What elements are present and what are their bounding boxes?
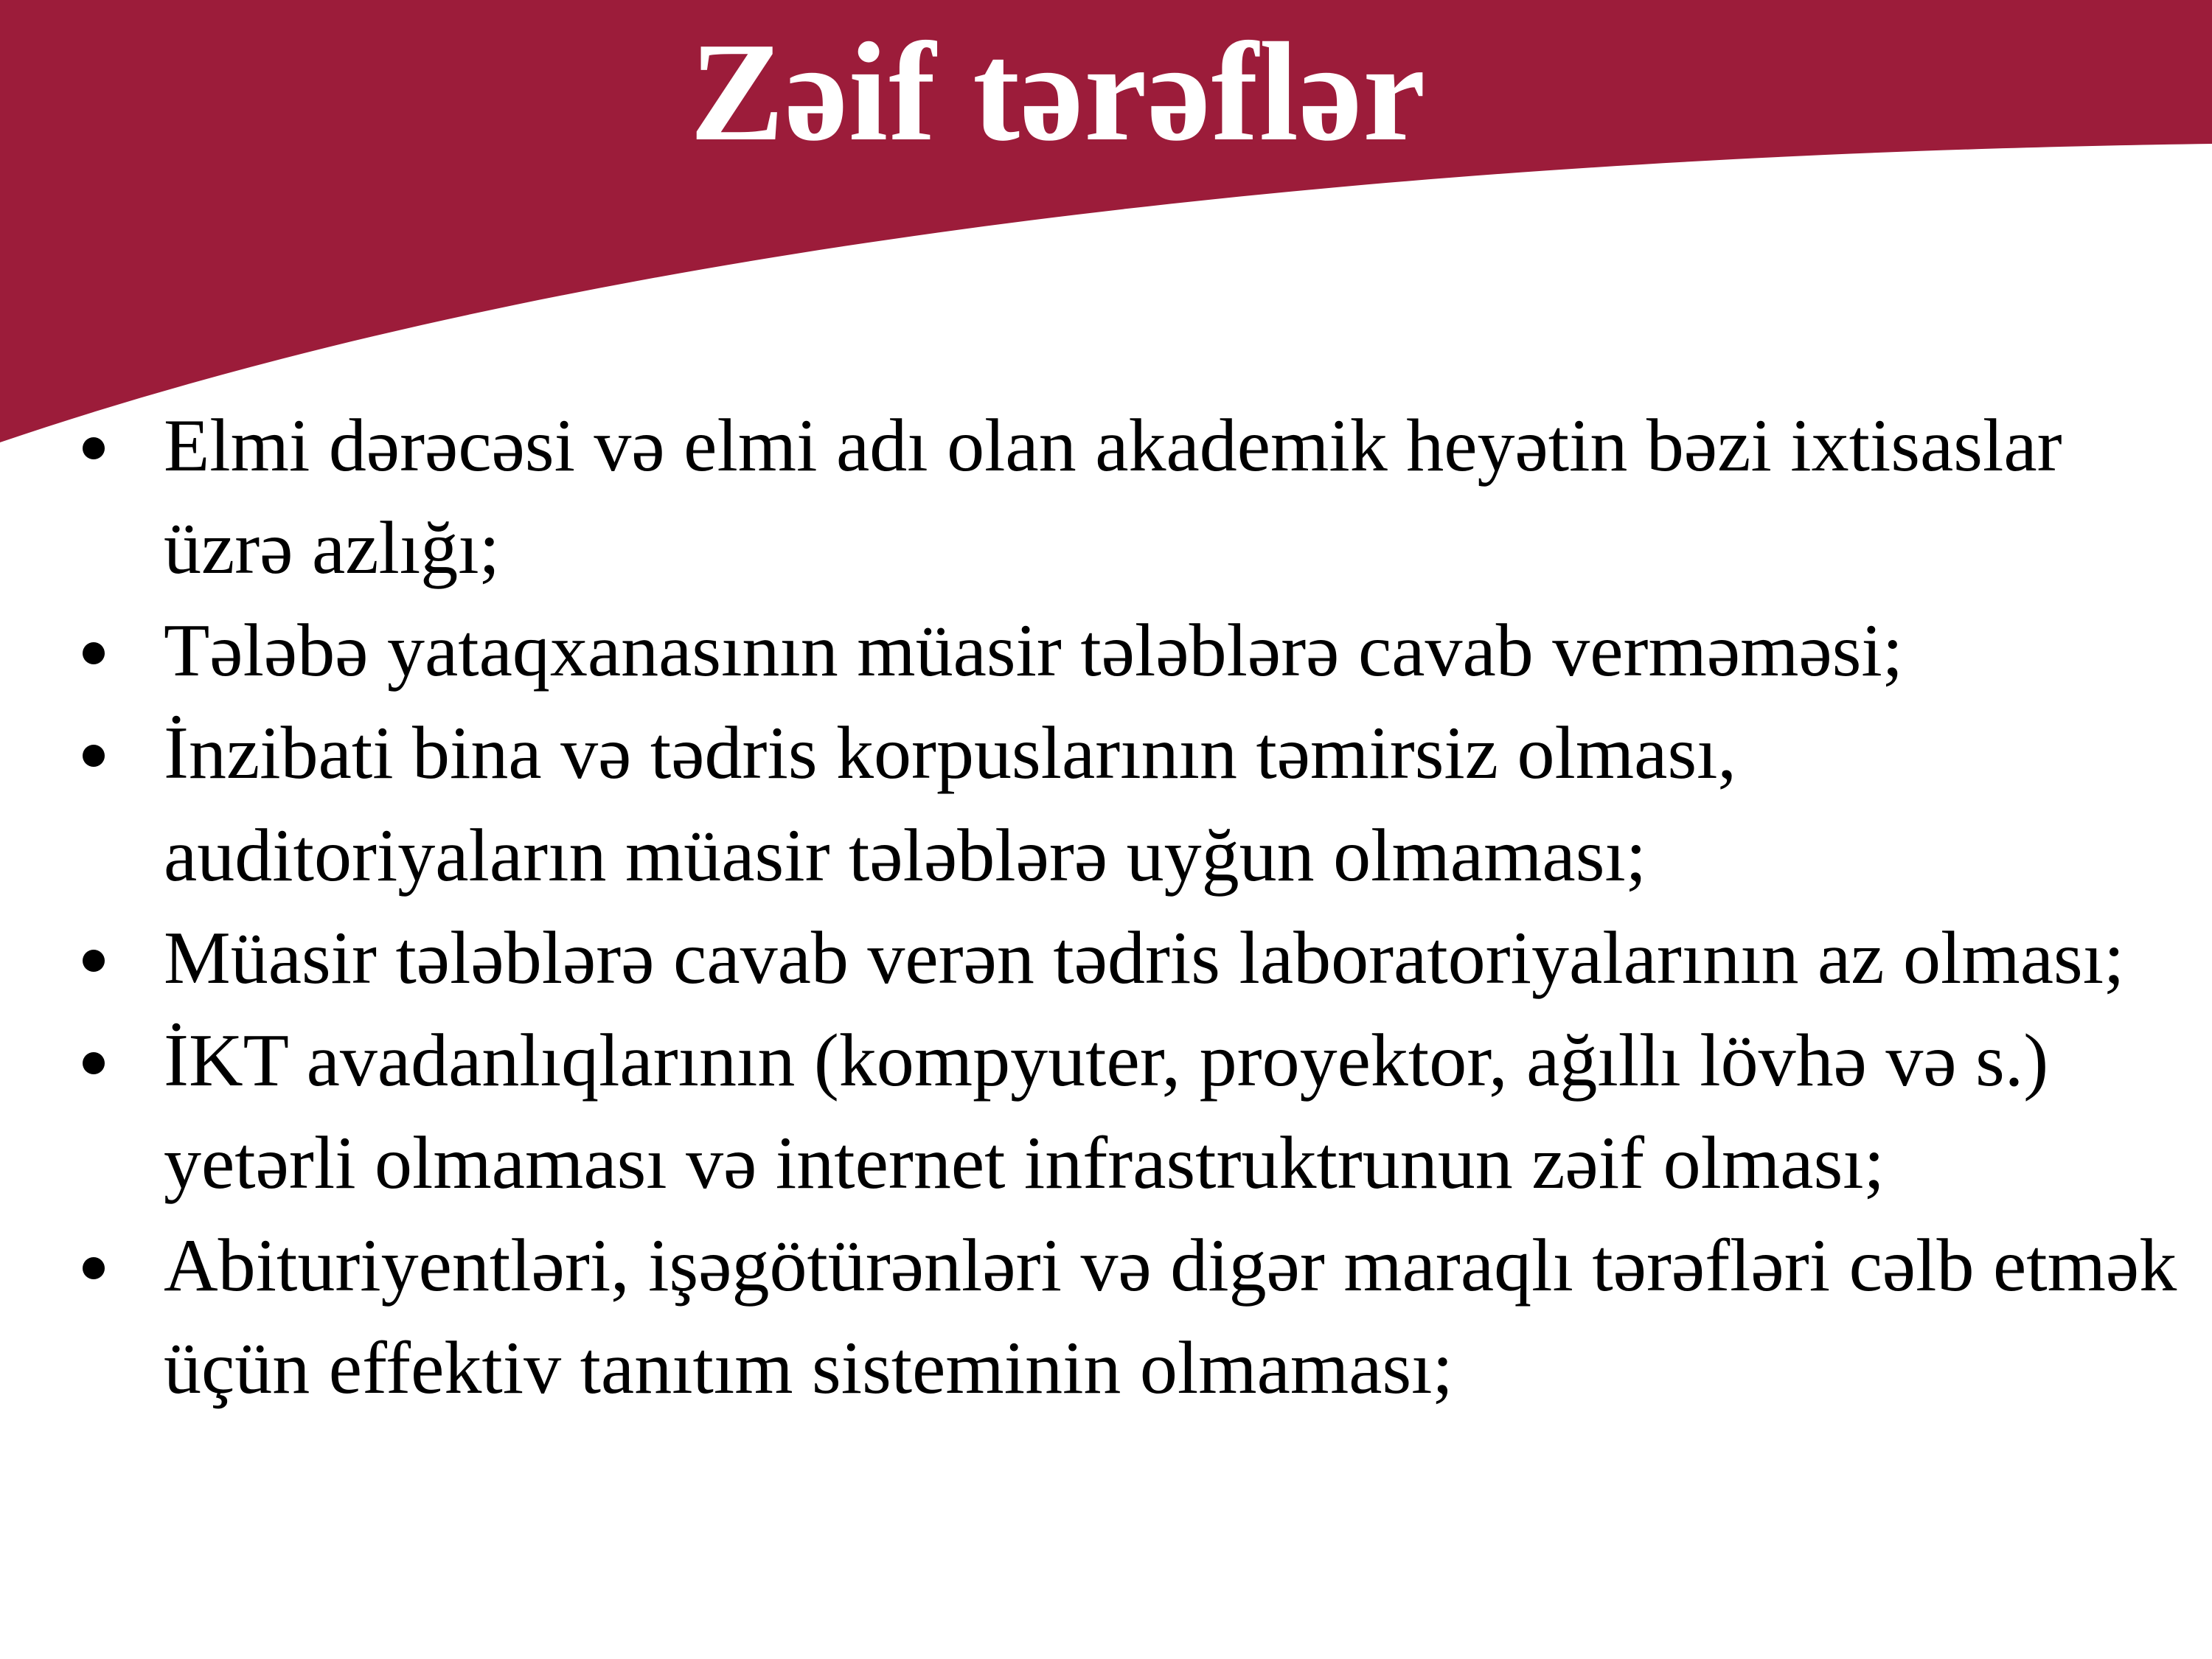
bullet-icon xyxy=(83,1257,105,1279)
bullet-icon xyxy=(83,437,105,459)
list-item-text: Elmi dərəcəsi və elmi adı olan akademik heyətin bəzi ixtisaslar üzrə azlığı; xyxy=(164,404,2062,590)
bullet-icon xyxy=(83,950,105,972)
bullet-icon xyxy=(83,745,105,767)
list-item-text: Abituriyentləri, işəgötürənləri və digər maraqlı tərəfləri cəlb etmək üçün effektiv tanıtım sisteminin olmaması; xyxy=(164,1224,2177,1410)
list-item xyxy=(74,1214,2197,1419)
weakness-list xyxy=(74,394,2197,1419)
slide-title: Zəif tərəflər xyxy=(689,13,1427,170)
list-item xyxy=(74,702,2197,907)
list-item-text: Tələbə yataqxanasının müasir tələblərə cavab verməməsi; xyxy=(164,609,1904,692)
list-item xyxy=(74,394,2197,599)
list-item-text: İnzibati bina və tədris korpuslarının təmirsiz olması, auditoriyaların müasir tələblərə uyğun olmaması; xyxy=(164,712,1736,897)
bullet-icon xyxy=(83,642,105,664)
list-item-text: İKT avadanlıqlarının (kompyuter, proyektor, ağıllı lövhə və s.) yetərli olmaması və internet infrastruktrunun zəif olması; xyxy=(164,1019,2049,1205)
bullet-icon xyxy=(83,1052,105,1074)
list-item-text: Müasir tələblərə cavab verən tədris laboratoriyalarının az olması; xyxy=(164,917,2125,1000)
list-item xyxy=(74,907,2197,1009)
list-item xyxy=(74,599,2197,702)
list-item xyxy=(74,1009,2197,1214)
